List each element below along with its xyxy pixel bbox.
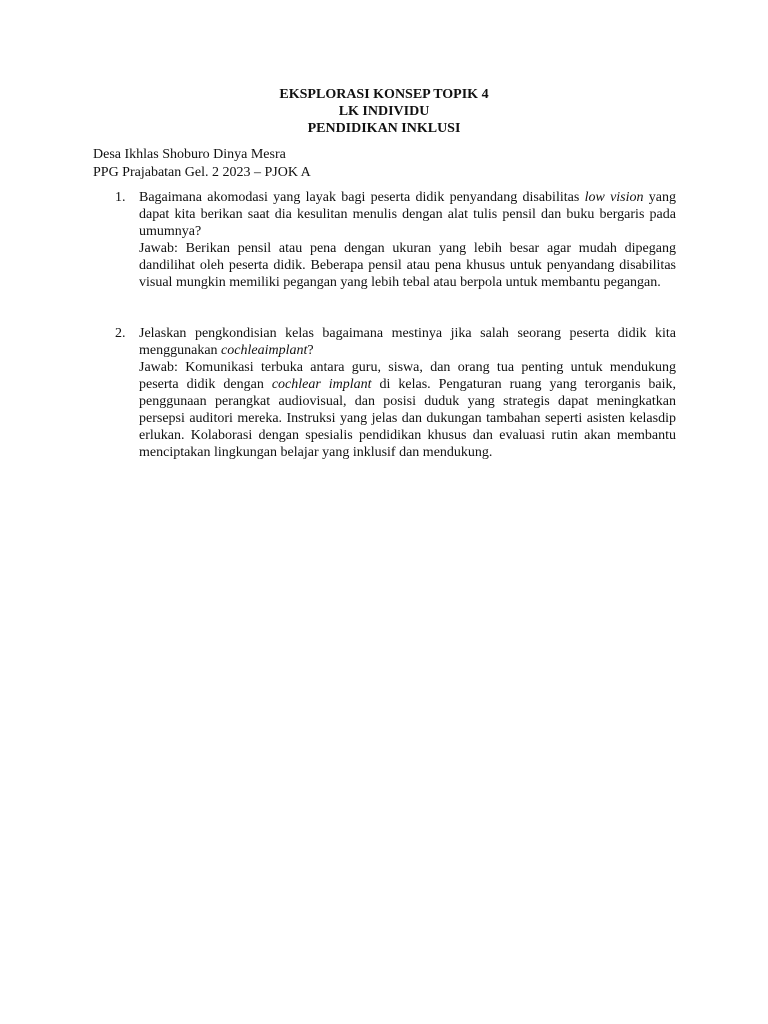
answer-text: Jawab: Komunikasi terbuka antara guru, siswa, dan orang tua penting untuk mendukung peserta didik dengan cochlear implant di kelas. Pengaturan ruang yang terorganis baik, penggunaan perangkat audiovisual, dan posisi duduk yang strategis dapat meningkatkan persepsi auditori mereka. Instruksi yang jelas dan dukungan tambahan seperti asisten kelasdip erlukan. Kolaborasi dengan spesialis pendidikan khusus dan evaluasi rutin akan membantu menciptakan lingkungan belajar yang inklusif dan mendukung. (139, 360, 676, 460)
question-body (139, 325, 676, 461)
author-block (93, 146, 311, 182)
header-title: EKSPLORASI KONSEP TOPIK 4 (279, 87, 489, 102)
header-subtitle: LK INDIVIDU (338, 104, 430, 119)
question-number: 1. (115, 190, 126, 205)
question-text: Bagaimana akomodasi yang layak bagi peserta didik penyandang disabilitas low vision yang dapat kita berikan saat dia kesulitan menulis dengan alat tulis pensil dan buku bergaris pada umumnya? (139, 190, 677, 239)
question-item (115, 325, 676, 461)
question-body (139, 189, 676, 291)
question-number: 2. (115, 326, 126, 341)
author-program: PPG Prajabatan Gel. 2 2023 – PJOK A (93, 165, 311, 180)
question-text: Jelaskan pengkondisian kelas bagaimana mestinya jika salah seorang peserta didik kita menggunakan cochleaimplant? (139, 326, 676, 358)
answer-text: Jawab: Berikan pensil atau pena dengan ukuran yang lebih besar agar mudah dipegang dandilihat oleh peserta didik. Beberapa pensil atau pena khusus untuk penyandang disabilitas visual mungkin memiliki pegangan yang lebih tebal atau berpola untuk membantu pegangan. (139, 241, 676, 290)
question-item (115, 189, 676, 291)
header-topic: PENDIDIKAN INKLUSI (307, 121, 461, 136)
document-header (0, 86, 768, 137)
author-name: Desa Ikhlas Shoburo Dinya Mesra (93, 147, 286, 162)
